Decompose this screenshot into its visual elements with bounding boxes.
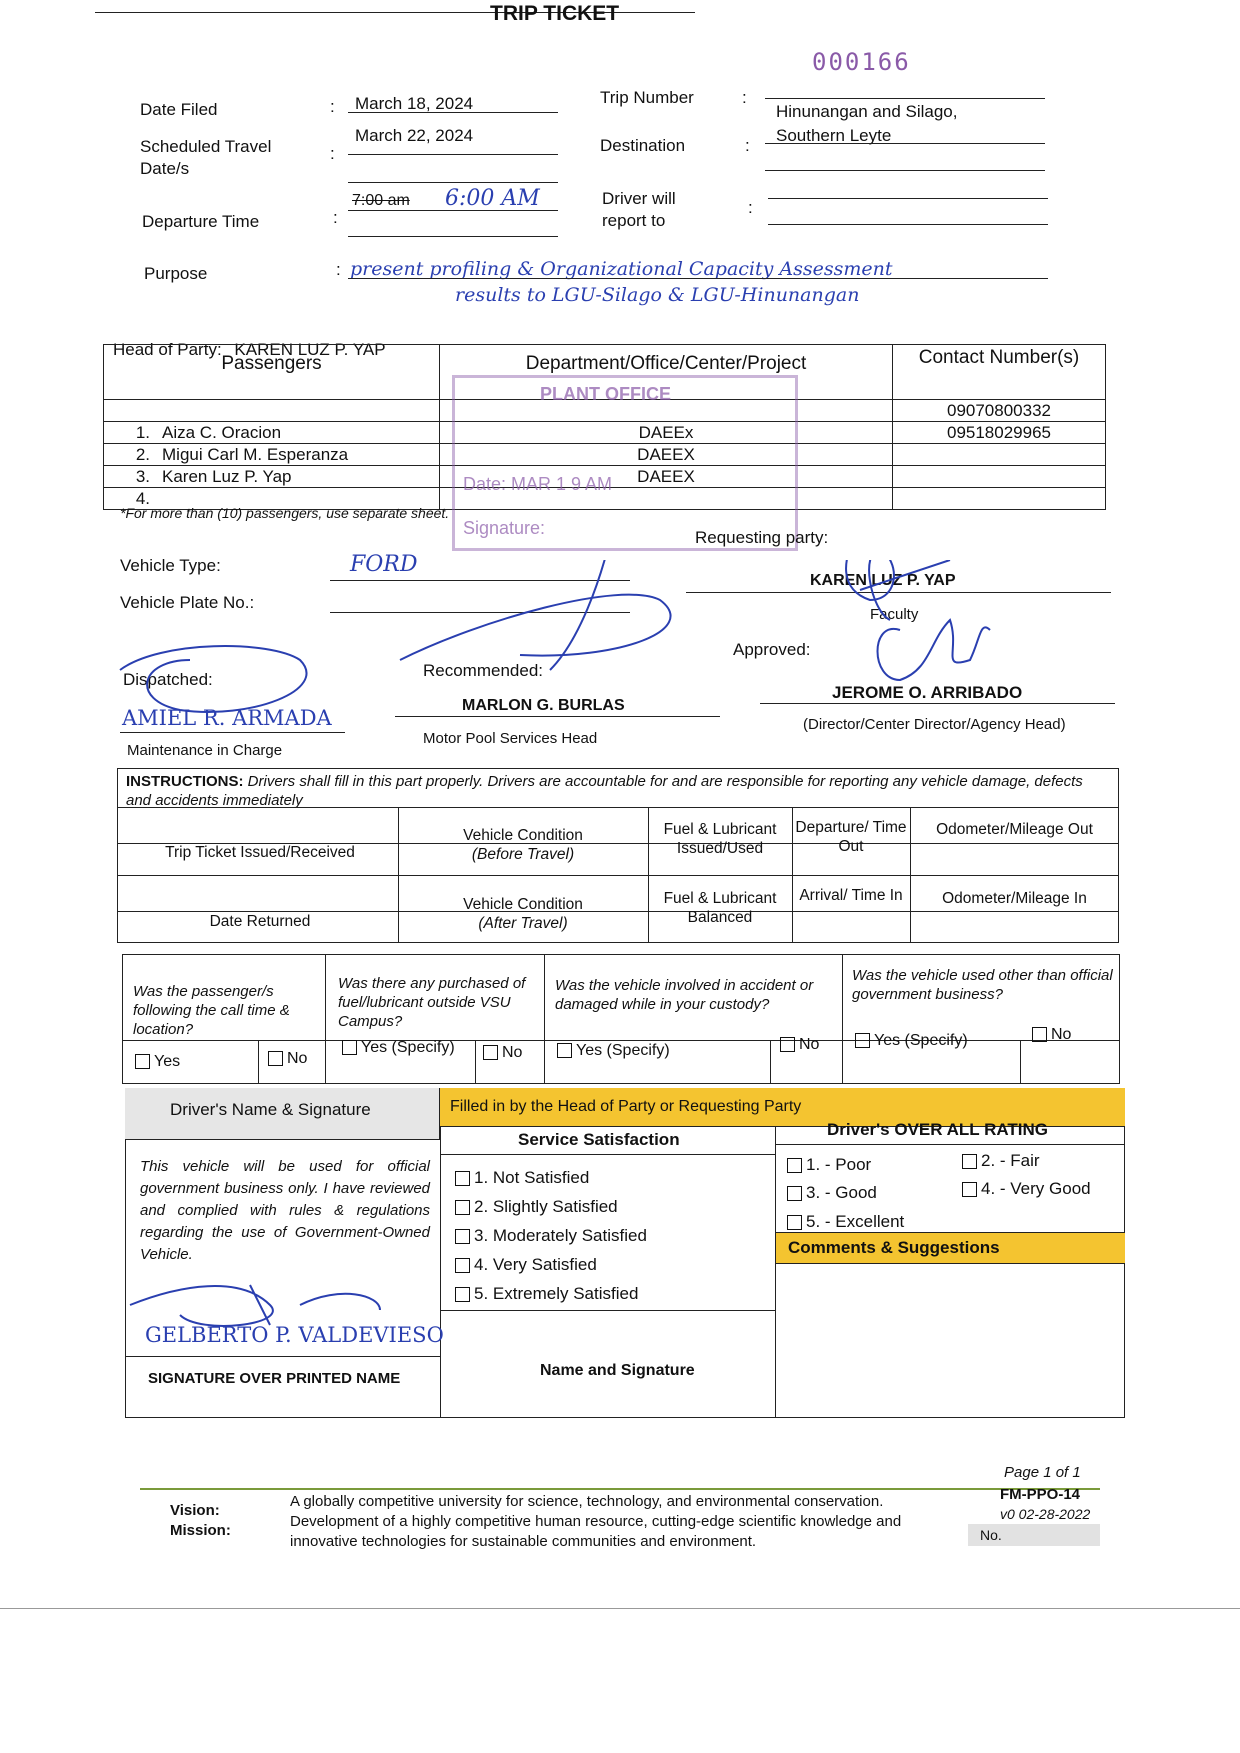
checkbox[interactable]: [787, 1158, 802, 1173]
odometer-out-header: Odometer/Mileage Out: [936, 821, 1093, 838]
satisfaction-bottom: [440, 1310, 775, 1311]
purpose-colon: :: [336, 260, 341, 279]
col-contact: Contact Number(s): [893, 345, 1106, 400]
destination-line: [765, 143, 1045, 144]
page-title: TRIP TICKET: [490, 2, 620, 25]
head-of-party-label: Head of Party:: [113, 340, 222, 359]
destination-line2: Southern Leyte: [776, 126, 892, 145]
col-divider: [398, 807, 399, 943]
question-2: Was there any purchased of fuel/lubricant outside VSU Campus?: [338, 975, 526, 1030]
satisfaction-banner-text: Filled in by the Head of Party or Requesting Party: [450, 1098, 802, 1115]
approved-label: Approved:: [733, 640, 811, 659]
departure-struck: 7:00 am: [352, 192, 410, 209]
col-divider: [440, 1126, 441, 1418]
instructions-bold: INSTRUCTIONS:: [126, 773, 244, 790]
comments-banner: [776, 1232, 1125, 1264]
col-divider: [775, 1126, 776, 1418]
purpose-line1: present profiling & Organizational Capacity Assessment: [350, 258, 893, 280]
driver-header: [125, 1088, 440, 1140]
q4-yes[interactable]: Yes (Specify): [855, 1032, 968, 1050]
scheduled-value: March 22, 2024: [355, 126, 474, 145]
trip-number-line: [765, 98, 1045, 99]
driver-header-text: Driver's Name & Signature: [170, 1100, 371, 1119]
q4-no[interactable]: No: [1032, 1026, 1071, 1044]
driver-sig-line: [125, 1356, 440, 1357]
q3-yes[interactable]: Yes (Specify): [557, 1042, 670, 1060]
list-item[interactable]: 1. Not Satisfied: [455, 1163, 647, 1192]
list-item[interactable]: 3. Moderately Satisfied: [455, 1221, 647, 1250]
scheduled-line-2: [348, 182, 558, 183]
q3-no[interactable]: No: [780, 1036, 819, 1054]
fuel-balanced-header: Fuel & Lubricant Balanced: [663, 890, 777, 926]
table-row: 4.: [104, 488, 1106, 510]
q-divider: [842, 954, 843, 1084]
table-row: 09070800332: [104, 400, 1106, 422]
date-filed-label: Date Filed: [140, 100, 218, 119]
signature-approving: [878, 620, 991, 680]
question-1: Was the passenger/s following the call time & location?: [133, 983, 290, 1038]
passengers-note: *For more than (10) passengers, use separate sheet.: [120, 505, 450, 521]
purpose-line: [348, 278, 1048, 279]
col-passengers: Passengers: [104, 345, 440, 400]
vehicle-type-label: Vehicle Type:: [120, 556, 221, 575]
table-row: 3. Karen Luz P. Yap DAEEX: [104, 466, 1106, 488]
destination-line-2: [765, 170, 1045, 171]
col-divider: [792, 807, 793, 943]
checkbox[interactable]: [787, 1215, 802, 1230]
signature-dispatching: [120, 646, 306, 712]
checkbox[interactable]: [455, 1229, 470, 1244]
rating-4[interactable]: 4. - Very Good: [962, 1179, 1091, 1199]
rating-3[interactable]: 3. - Good: [787, 1183, 877, 1203]
q-divider: [544, 954, 545, 1084]
mission-label: Mission:: [170, 1522, 231, 1539]
departure-line-2: [348, 236, 558, 237]
satisfaction-divider: [440, 1154, 775, 1155]
approved-role: (Director/Center Director/Agency Head): [803, 716, 1066, 733]
checkbox[interactable]: [483, 1045, 498, 1060]
stamp-line3: Signature:: [463, 518, 546, 538]
recommended-name: MARLON G. BURLAS: [462, 697, 625, 714]
checkbox[interactable]: [557, 1043, 572, 1058]
vehicle-condition-before: Vehicle Condition: [463, 827, 583, 844]
requesting-label: Requesting party:: [695, 528, 829, 547]
vision-label: Vision:: [170, 1502, 220, 1519]
date-returned-header: Date Returned: [209, 913, 311, 930]
date-filed-colon: :: [330, 97, 335, 116]
checkbox[interactable]: [962, 1154, 977, 1169]
signature-requesting: [846, 560, 950, 620]
q-divider: [258, 1040, 259, 1084]
departure-colon: :: [333, 208, 338, 227]
comments-title: Comments & Suggestions: [788, 1238, 1000, 1257]
satisfaction-title: Service Satisfaction: [518, 1130, 680, 1149]
driver-report-line-2: [768, 224, 1048, 225]
q1-yes[interactable]: Yes: [135, 1053, 180, 1071]
no-label: No.: [980, 1527, 1002, 1543]
date-filed-value: March 18, 2024: [355, 94, 474, 113]
trip-number-colon: :: [742, 88, 747, 107]
vision-text: A globally competitive university for science, technology, and environmental conservation.: [290, 1493, 884, 1510]
table-row: 2. Migui Carl M. Esperanza DAEEX: [104, 444, 1106, 466]
page-number: Page 1 of 1: [1004, 1464, 1081, 1481]
stamp-line2: Date: MAR 1 9 AM: [463, 474, 613, 494]
driver-report-colon: :: [748, 198, 753, 217]
requesting-role: Faculty: [870, 606, 919, 623]
q-divider: [1020, 1040, 1021, 1084]
question-3: Was the vehicle involved in accident or damaged while in your custody?: [555, 977, 814, 1013]
approved-name: JEROME O. ARRIBADO: [832, 683, 1023, 702]
q2-yes[interactable]: Yes (Specify): [342, 1038, 462, 1057]
destination-colon: :: [745, 136, 750, 155]
instructions-divider: [117, 807, 1119, 808]
requesting-name: KAREN LUZ P. YAP: [810, 572, 956, 589]
instructions-body: Drivers shall fill in this part properly. Drivers are accountable for and are responsible for reporting any vehicle damage, defects and accidents immediately: [126, 773, 1083, 809]
purpose-label: Purpose: [144, 264, 208, 283]
driver-sig-label: SIGNATURE OVER PRINTED NAME: [148, 1370, 401, 1387]
checkbox[interactable]: [455, 1258, 470, 1273]
vehicle-condition-before-sub: (Before Travel): [471, 846, 575, 863]
trip-number-label: Trip Number: [600, 88, 694, 107]
head-of-party-name: KAREN LUZ P. YAP: [234, 340, 386, 359]
recommended-label: Recommended:: [423, 661, 544, 680]
destination-label: Destination: [600, 136, 686, 155]
departure-line: [348, 210, 558, 211]
arrival-time-header: Arrival/ Time In: [799, 887, 903, 904]
name-signature-label: Name and Signature: [540, 1362, 695, 1379]
form-version: v0 02-28-2022: [1000, 1506, 1091, 1522]
scheduled-label: Scheduled Travel Date/s: [140, 137, 272, 178]
date-filed-line: [348, 112, 558, 113]
received-stamp: [452, 375, 798, 551]
departure-time-header: Departure/ Time Out: [795, 819, 907, 855]
scheduled-line: [348, 154, 558, 155]
dispatched-name: AMIEL R. ARMADA: [122, 706, 332, 730]
driver-report-label: Driver will report to: [602, 189, 676, 230]
checkbox[interactable]: [1032, 1027, 1047, 1042]
driver-report-line: [768, 198, 1048, 199]
checkbox[interactable]: [962, 1182, 977, 1197]
list-item[interactable]: 5. Extremely Satisfied: [455, 1279, 647, 1308]
question-4: Was the vehicle used other than official government business?: [852, 967, 1113, 1003]
recommended-role: Motor Pool Services Head: [423, 730, 598, 747]
rating-divider: [775, 1144, 1125, 1145]
vehicle-plate-label: Vehicle Plate No.:: [120, 593, 255, 612]
col-divider: [648, 807, 649, 943]
dispatched-role: Maintenance in Charge: [127, 742, 283, 759]
fuel-issued-header: Fuel & Lubricant Issued/Used: [663, 821, 777, 857]
form-code: FM-PPO-14: [1000, 1486, 1081, 1503]
mission-text: Development of a highly competitive human resource, cutting-edge scientific knowledge and innovative technologies for sustainable communities and environment.: [290, 1513, 902, 1550]
q1-no[interactable]: No: [268, 1050, 307, 1068]
checkbox[interactable]: [342, 1040, 357, 1055]
signature-recommending: [400, 560, 671, 670]
q-divider: [475, 1040, 476, 1084]
no-field: [968, 1524, 1100, 1546]
trip-issued-header: Trip Ticket Issued/Received: [165, 844, 355, 861]
list-item[interactable]: 2. Slightly Satisfied: [455, 1192, 647, 1221]
instructions-text: [126, 772, 1106, 810]
checkbox[interactable]: [787, 1186, 802, 1201]
serial-number: 000166: [812, 48, 911, 76]
departure-label: Departure Time: [142, 212, 260, 231]
questions-divider: [122, 1040, 1120, 1041]
footer-rule: [140, 1488, 1100, 1490]
checkbox[interactable]: [268, 1051, 283, 1066]
rating-2[interactable]: 2. - Fair: [962, 1151, 1040, 1171]
vehicle-condition-after: Vehicle Condition: [463, 896, 583, 913]
signatures-overlay: [100, 560, 1140, 760]
driver-printed-name: GELBERTO P. VALDEVIESO: [145, 1323, 444, 1347]
table-row: 1. Aiza C. Oracion DAEEx 09518029965: [104, 422, 1106, 444]
rating-title: Driver's OVER ALL RATING: [827, 1120, 1048, 1139]
checkbox[interactable]: [455, 1200, 470, 1215]
checkbox[interactable]: [455, 1287, 470, 1302]
checkbox[interactable]: [780, 1037, 795, 1052]
page-edge: [0, 1608, 1240, 1609]
vehicle-type-value: FORD: [350, 552, 418, 577]
rating-1[interactable]: 1. - Poor: [787, 1155, 871, 1175]
q2-no[interactable]: No: [483, 1044, 522, 1062]
scheduled-colon: :: [330, 144, 335, 163]
satisfaction-list: [455, 1163, 647, 1308]
driver-statement: This vehicle will be used for official government business only. I have reviewed and complied with rules & regulations regarding the use of Government-Owned Vehicle.: [140, 1158, 430, 1263]
dispatched-label: Dispatched:: [123, 670, 213, 689]
destination-line1: Hinunangan and Silago,: [776, 102, 958, 121]
q-divider: [770, 1040, 771, 1084]
checkbox[interactable]: [135, 1054, 150, 1069]
list-item[interactable]: 4. Very Satisfied: [455, 1250, 647, 1279]
col-department: Department/Office/Center/Project: [440, 345, 893, 400]
q-divider: [325, 954, 326, 1084]
purpose-line2: results to LGU-Silago & LGU-Hinunangan: [455, 284, 860, 306]
instructions-divider: [117, 875, 1119, 876]
checkbox[interactable]: [455, 1171, 470, 1186]
odometer-in-header: Odometer/Mileage In: [942, 890, 1087, 907]
rating-5[interactable]: 5. - Excellent: [787, 1212, 904, 1232]
departure-new: 6:00 AM: [445, 186, 540, 211]
stamp-line1: PLANT OFFICE: [540, 384, 671, 404]
col-divider: [910, 807, 911, 943]
vehicle-condition-after-sub: (After Travel): [478, 915, 568, 932]
checkbox[interactable]: [855, 1033, 870, 1048]
